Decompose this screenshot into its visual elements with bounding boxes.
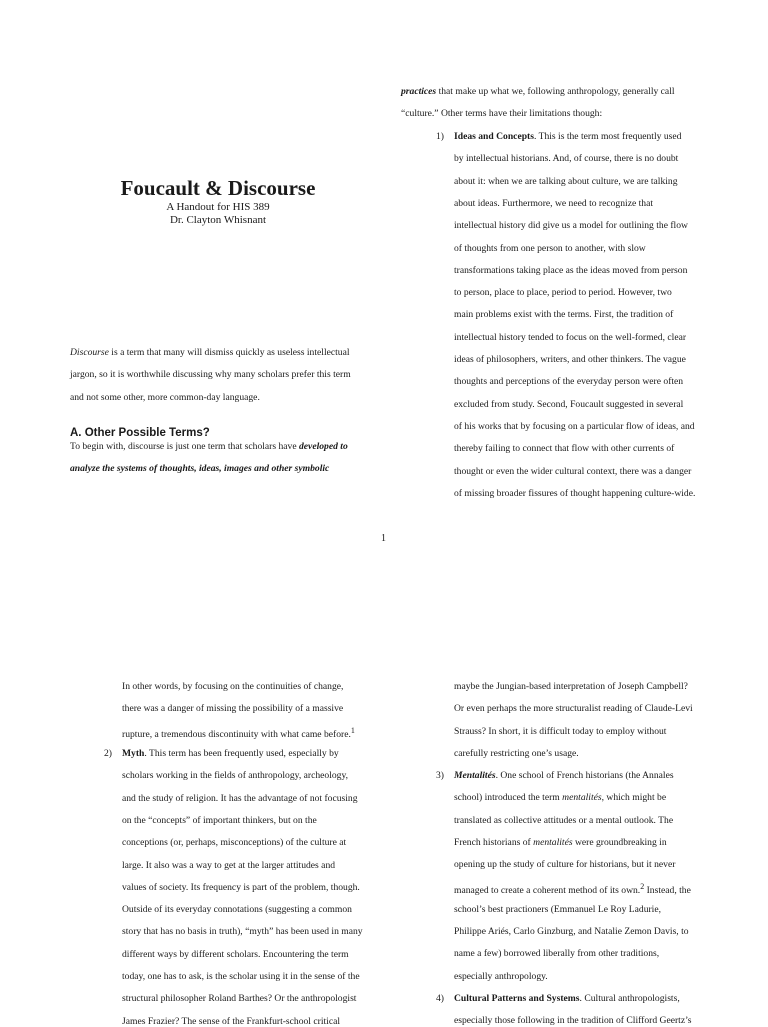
text-line: Mentalités. One school of French historians (the Annales: [454, 770, 674, 781]
text-line: values of society. Its frequency is part of the problem, though.: [122, 881, 360, 893]
text-line: on the “concepts” of important thinkers, but on the: [122, 814, 317, 826]
text-line: and not some other, more common-day language.: [70, 391, 260, 403]
text-line: to person, place to place, period to period. However, two: [454, 287, 672, 299]
text-line: structural philosopher Roland Barthes? Or the anthropologist: [122, 993, 357, 1005]
text-line: especially those following in the tradition of Clifford Geertz’s: [454, 1015, 692, 1027]
text-line: transformations taking place as the ideas moved from person: [454, 264, 688, 276]
text-line: excluded from study. Second, Foucault suggested in several: [454, 398, 684, 410]
list-number: 1): [436, 131, 444, 142]
text-line: school’s best practioners (Emmanuel Le Roy Ladurie,: [454, 903, 662, 915]
list-number: 2): [104, 748, 112, 759]
text-line: Or even perhaps the more structuralist reading of Claude-Levi: [454, 703, 693, 715]
text-line: ideas of philosophers, writers, and other thinkers. The vague: [454, 354, 686, 365]
text-line: name a few) borrowed liberally from other traditions,: [454, 948, 660, 960]
text-line: school) introduced the term mentalités, which might be: [454, 792, 667, 804]
page-number: 1: [381, 533, 386, 544]
text-line: of missing broader fissures of thought happening culture-wide.: [454, 487, 696, 499]
text-line: different ways by different scholars. Encountering the term: [122, 948, 349, 960]
text-line: rupture, a tremendous discontinuity with what came before.$^1$: [122, 725, 355, 740]
text-line: conceptions (or, perhaps, misconceptions) of the culture at: [122, 837, 347, 849]
text-line: large. It also was a way to get at the larger attitudes and: [122, 859, 336, 871]
text-line: Discourse is a term that many will dismiss quickly as useless intellectual: [70, 347, 350, 358]
text-line: To begin with, discourse is just one term that scholars have developed to: [70, 441, 348, 452]
document-title: Foucault & Discourse: [120, 176, 316, 200]
text-line: scholars working in the fields of anthropology, archeology,: [122, 770, 349, 782]
document-author: Dr. Clayton Whisnant: [169, 214, 267, 226]
document-subtitle: A Handout for HIS 389: [166, 201, 270, 213]
list-number: 3): [436, 770, 444, 781]
text-line: there was a danger of missing the possibility of a massive: [122, 703, 344, 715]
text-line: thoughts and perceptions of the everyday person were often: [454, 376, 684, 388]
text-line: Outside of its everyday connotations (suggesting a common: [122, 904, 352, 916]
text-line: “culture.” Other terms have their limitations though:: [401, 108, 603, 120]
text-line: of thoughts from one person to another, with slow: [454, 242, 646, 254]
text-line: of his works that by focusing on a particular flow of ideas, and: [454, 420, 695, 432]
text-line: by intellectual historians. And, of course, there is no doubt: [454, 153, 679, 165]
section-heading: A. Other Possible Terms?: [70, 427, 210, 439]
text-line: practices that make up what we, following anthropology, generally call: [401, 86, 675, 97]
text-line: translated as collective attitudes or a mental outlook. The: [454, 814, 674, 826]
text-line: carefully restricting one’s usage.: [454, 747, 579, 759]
title-block: [70, 175, 366, 227]
text-line: about ideas. Furthermore, we need to recognize that: [454, 197, 653, 209]
text-line: jargon, so it is worthwhile discussing why many scholars prefer this term: [70, 369, 351, 381]
text-line: thought or even the wider cultural context, there was a danger: [454, 465, 692, 477]
text-line: and the study of religion. It has the advantage of not focusing: [122, 792, 358, 804]
page-gap: [0, 560, 768, 660]
text-line: In other words, by focusing on the continuities of change,: [122, 681, 344, 692]
text-line: opening up the study of culture for historians, but it never: [454, 859, 676, 871]
text-line: James Frazier? The sense of the Frankfurt-school critical: [122, 1015, 341, 1027]
text-line: Philippe Ariés, Carlo Ginzburg, and Natalie Zemon Davis, to: [454, 926, 689, 938]
text-line: story that has no basis in truth), “myth” has been used in many: [122, 926, 363, 938]
page-two: [0, 660, 768, 1027]
text-line: about it: when we are talking about culture, we are talking: [454, 175, 678, 187]
text-line: Myth. This term has been frequently used, especially by: [122, 748, 339, 759]
text-line: today, one has to ask, is the scholar using it in the sense of the: [122, 971, 360, 982]
text-line: especially anthropology.: [454, 970, 548, 982]
text-line: managed to create a coherent method of its own.$^2$ Instead, the: [454, 881, 691, 896]
text-line: thereby failing to connect that flow with other currents of: [454, 443, 675, 455]
text-line: Strauss? In short, it is difficult today to employ without: [454, 725, 667, 737]
list-number: 4): [436, 993, 444, 1004]
text-line: Cultural Patterns and Systems. Cultural anthropologists,: [454, 993, 680, 1004]
text-line: intellectual history tended to focus on the well-formed, clear: [454, 331, 687, 343]
text-line: main problems exist with the terms. First, the tradition of: [454, 309, 674, 321]
text-line: analyze the systems of thoughts, ideas, images and other symbolic: [70, 463, 330, 474]
text-line: intellectual history did give us a model for outlining the flow: [454, 220, 688, 232]
text-line: maybe the Jungian-based interpretation of Joseph Campbell?: [454, 681, 688, 692]
text-line: French historians of mentalités were groundbreaking in: [454, 836, 667, 848]
text-line: Ideas and Concepts. This is the term most frequently used: [454, 131, 682, 142]
